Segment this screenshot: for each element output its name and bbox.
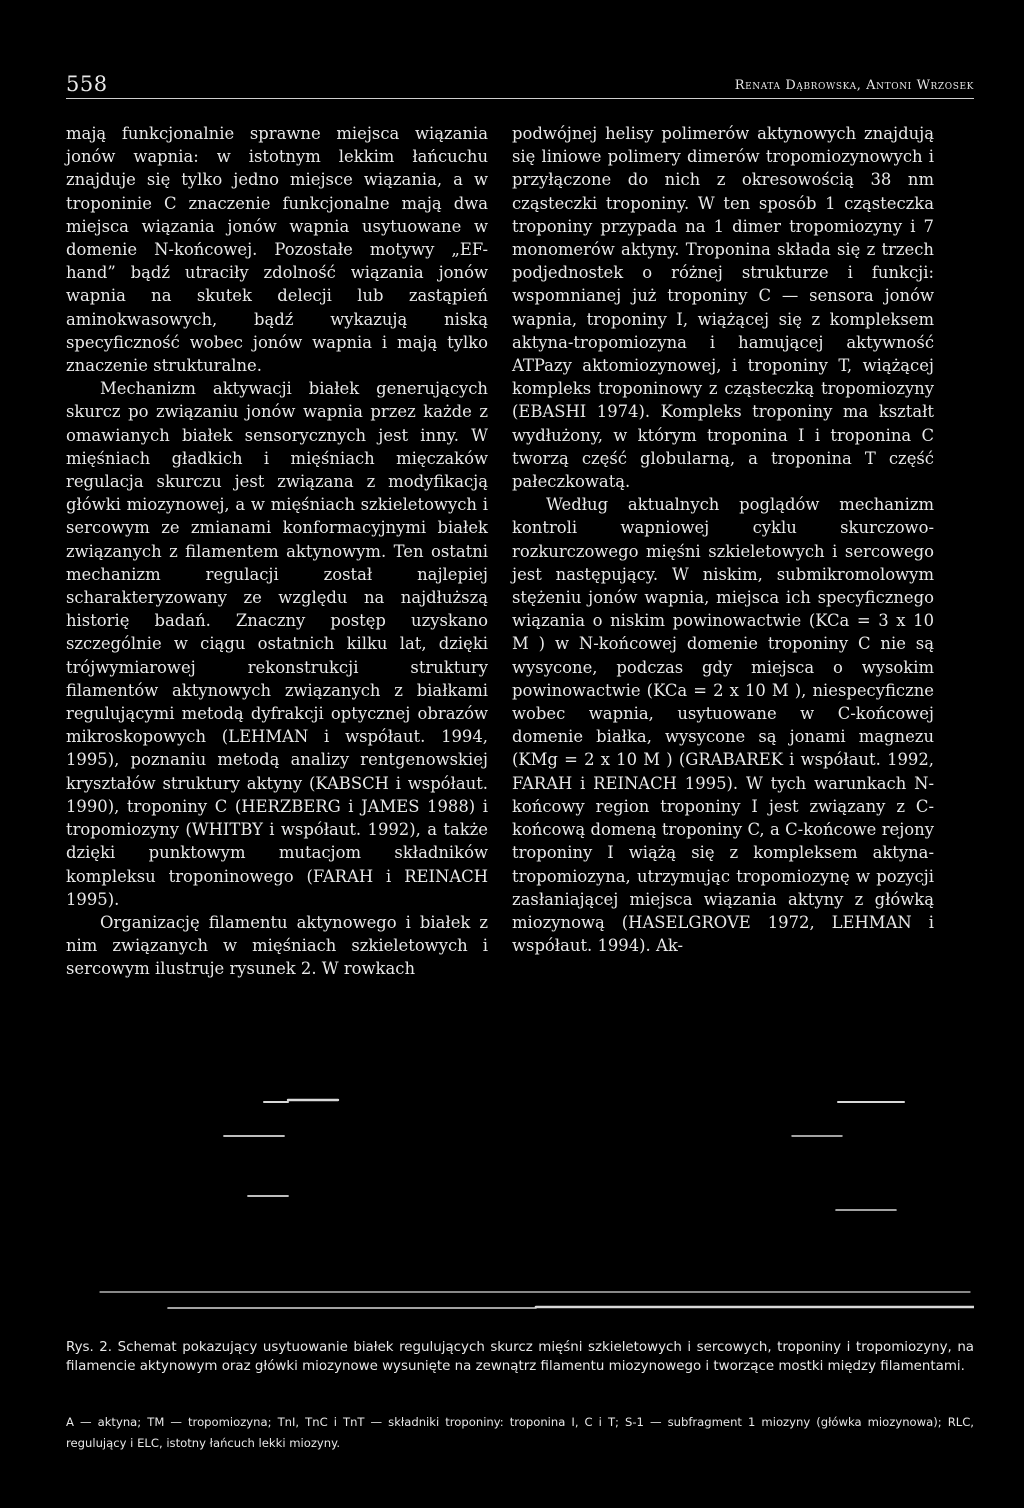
- page-header: [66, 72, 974, 99]
- paragraph: mają funkcjonalnie sprawne miejsca wiązania jonów wapnia: w istotnym lekkim łańcuchu znajduje się tylko jedno miejsce wiązania, a w troponinie C znaczenie funkcjonalne mają dwa miejsca wiązania jonów wapnia usytuowane w domenie N-końcowej. Pozostałe motywy „EF-hand” bądź utraciły zdolność wiązania jonów wapnia na skutek delecji lub zastąpień aminokwasowych, bądź wykazują niską specyficzność wobec jonów wapnia i mają tylko znaczenie strukturalne.: [66, 124, 488, 376]
- right-column: [512, 122, 934, 957]
- paragraph: Według aktualnych poglądów mechanizm kontroli wapniowej cyklu skurczowo-rozkurczowego mięśni szkieletowych i sercowego jest następujący. W niskim, submikromolowym stężeniu jonów wapnia, miejsca ich specyficznego wiązania o niskim powinowactwie (KCa = 3 x 10 M ) w N-końcowej domenie troponiny C nie są wysycone, podczas gdy miejsca o wysokim powinowactwie (KCa = 2 x 10 M ), niespecyficzne wobec wapnia, usytuowane w C-końcowej domenie białka, wysycone są jonami magnezu (KMg = 2 x 10 M ) (GRABAREK i współaut. 1992, FARAH i REINACH 1995). W tych warunkach N-końcowy region troponiny I jest związany z C-końcową domeną troponiny C, a C-końcowe rejony troponiny I wiążą się z kompleksem aktyna-tropomiozyna, utrzymując tropomiozynę w pozycji zasłaniającej miejsca wiązania aktyny z główką miozynową (HASELGROVE 1972, LEHMAN i współaut. 1994). Ak-: [512, 495, 934, 956]
- caption-label: Rys. 2.: [66, 1340, 113, 1355]
- figure-caption: [66, 1338, 974, 1376]
- paragraph: Organizację filamentu aktynowego i białek z nim związanych w mięśniach szkieletowych i sercowym ilustruje rysunek 2. W rowkach: [66, 912, 488, 979]
- figure-legend: A — aktyna; TM — tropomiozyna; TnI, TnC i TnT — składniki troponiny: troponina I, C i T; S-1 — subfragment 1 miozyny (główka miozynowa); RLC, regulujący i ELC, istotny łańcuch lekki miozyny.: [66, 1415, 974, 1450]
- paragraph: podwójnej helisy polimerów aktynowych znajdują się liniowe polimery dimerów tropomiozynowych i przyłączone do nich z okresowością 38 nm cząsteczki troponiny. W ten sposób 1 cząsteczka troponiny przypada na 1 dimer tropomiozyny i 7 monomerów aktyny. Troponina składa się z trzech podjednostek o różnej strukturze i funkcji: wspomnianej już troponiny C — sensora jonów wapnia, troponiny I, wiążącej się z kompleksem aktyna-tropomiozyna i hamującej aktywność ATPazy aktomiozynowej, i troponiny T, wiążącej kompleks troponinowy z cząsteczką tropomiozyny (EBASHI 1974). Kompleks troponiny ma kształt wydłużony, w którym troponina I i troponina C tworzą część globularną, a troponina T część pałeczkowatą.: [512, 124, 934, 492]
- running-head: Renata Dąbrowska, Antoni Wrzosek: [734, 78, 974, 93]
- figure-schematic: [66, 1060, 974, 1330]
- caption-text: Schemat pokazujący usytuowanie białek regulujących skurcz mięśni szkieletowych i sercowych, troponiny i tropomiozyny, na filamencie aktynowym oraz główki miozynowe wysunięte na zewnątrz filamentu miozynowego i tworzące mostki między filamentami.: [66, 1340, 975, 1374]
- page-number: 558: [66, 72, 108, 96]
- left-column: [66, 122, 488, 981]
- paragraph: Mechanizm aktywacji białek generujących skurcz po związaniu jonów wapnia przez każde z omawianych białek sensorycznych jest inny. W mięśniach gładkich i mięśniach mięczaków regulacja skurczu jest związana z modyfikacją główki miozynowej, a w mięśniach szkieletowych i sercowym ze zmianami konformacyjnymi białek związanych z filamentem aktynowym. Ten ostatni mechanizm regulacji został najlepiej scharakteryzowany ze względu na najdłuższą historię badań. Znaczny postęp uzyskano szczególnie w ciągu ostatnich kilku lat, dzięki trójwymiarowej rekonstrukcji struktury filamentów aktynowych związanych z białkami regulującymi metodą dyfrakcji optycznej obrazów mikroskopowych (LEHMAN i współaut. 1994, 1995), poznaniu metodą analizy rentgenowskiej kryształów struktury aktyny (KABSCH i współaut. 1990), troponiny C (HERZBERG i JAMES 1988) i tropomiozyny (WHITBY i współaut. 1992), a także dzięki punktowym mutacjom składników kompleksu troponinowego (FARAH i REINACH 1995).: [66, 379, 488, 909]
